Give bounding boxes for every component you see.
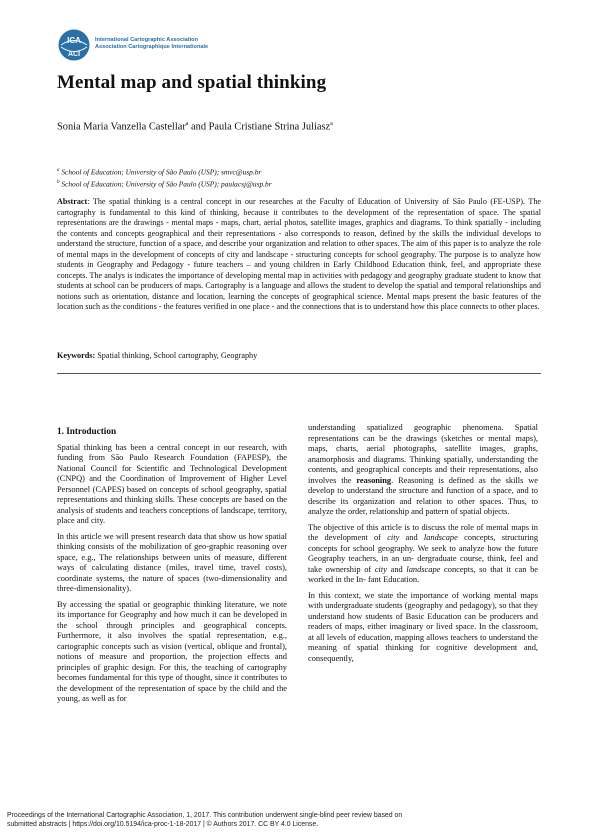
affiliation-a-mark: a xyxy=(57,168,60,173)
affiliations xyxy=(57,165,272,190)
logo-text xyxy=(95,37,208,51)
paper-title: Mental map and spatial thinking xyxy=(57,72,327,93)
intro-heading: 1. Introduction xyxy=(57,426,117,436)
keywords-text: Spatial thinking, School cartography, Geography xyxy=(95,351,258,360)
right-p2-t3: concepts, structuring concepts for school geography. We seek to analyze how the future Geography teachers, in an un- dergraduate course, think, feel and take ownership of xyxy=(308,533,539,574)
right-p2-t1: The objective of this article is to discuss the role of mental maps in the development of xyxy=(308,522,538,542)
logo-line-1: International Cartographic Association xyxy=(95,37,198,43)
right-p2-t4: and xyxy=(386,564,407,574)
intro-paragraph-3: By accessing the spatial or geographic thinking literature, we note its importance for Geography and how much it can be developed in the school through principles and geographical concepts. Furthermore, it also involves the spatial representation, e.g., cartographic concepts such as vision (vertical, oblique and frontal), notions of measure and proportion, the projection effects and principles of graphic design. For this, the teaching of cartography becomes fundamental for this type of thought, since it contributes to the development of the representation of space by the child and the young, as well as for xyxy=(57,599,287,703)
right-p2-i1: city xyxy=(387,533,400,542)
author-and: and xyxy=(188,121,209,133)
author-2: Paula Cristiane Strina Juliasz xyxy=(208,121,331,133)
right-p2-i2: landscape xyxy=(423,533,458,542)
intro-paragraph-2: In this article we will present research data that show us how spatial thinking consists of the mobilization of geo-graphic reasoning over space, e.g., The relationships between units of measure, different ways of calculating distance (miles, travel time, travel costs), coordinate systems, the nature of spaces (two-dimensionality and three-dimensionality). xyxy=(57,531,287,593)
logo-badge-top: ICA xyxy=(67,36,81,45)
footer-line-2: submitted abstracts | https://doi.org/10.5194/ica-proc-1-18-2017 | © Authors 2017. CC BY 4.0 License. xyxy=(7,821,319,828)
author-line xyxy=(57,121,333,132)
page-footer xyxy=(7,811,587,829)
right-paragraph-3: In this context, we state the importance of working mental maps with undergraduate students (geography and pedagogy), so that they understand how students of Basic Education can be producers and readers of maps, either imaginary or lived space. In the classroom, at all levels of education, mapping allows teachers to understand the meaning of spatial thinking for cognitive development and, consequently, xyxy=(308,590,538,663)
right-paragraph-1 xyxy=(308,423,538,518)
author-1: Sonia Maria Vanzella Castellar xyxy=(57,121,186,133)
right-p1-bold: reasoning xyxy=(356,475,392,485)
right-p1-text-a: understanding spatialized geographic phenomena. Spatial representations can be the drawings (sketches or mental maps), maps, charts, aerial photographs, satellite images, graphs, anamorphosis and diagrams. Thinking spatially, understanding the contents, and geographical concepts and their representations, also involves the xyxy=(308,423,538,485)
footer-line-1: Proceedings of the International Cartographic Association, 1, 2017. This contribution underwent single-blind peer review based on xyxy=(7,812,403,819)
right-p2-i4: landscape xyxy=(406,564,441,574)
right-p2-i3: city xyxy=(374,564,387,574)
right-column xyxy=(308,423,538,669)
right-p2-t5: concepts, so that it can be worked in the In- fant Education. xyxy=(308,564,538,584)
logo-line-2: Association Cartographique Internationale xyxy=(95,44,209,50)
left-column xyxy=(57,426,287,710)
author-1-affil: a xyxy=(185,121,189,127)
affiliation-b-text: School of Education; University of São Paulo (USP); paulacsj@usp.br xyxy=(59,179,272,189)
right-p2-t2: and xyxy=(399,533,424,542)
intro-paragraph-1: Spatial thinking has been a central concept in our research, with funding from São Paulo Research Foundation (FAPESP), the National Council for Scientific and Technological Development (CNPQ) and the Coordination of Improvement of Higher Level Personnel (CAPES) based on concepts of school geography, spatial representations and thinking skills. These concepts are based on the analysis of students and teachers conceptions of landscape, territory, place and city. xyxy=(57,442,287,525)
affiliation-b xyxy=(57,177,272,189)
affiliation-a xyxy=(57,165,272,177)
ica-logo xyxy=(57,28,277,62)
right-paragraph-2 xyxy=(308,523,538,586)
keywords-label: Keywords: xyxy=(57,351,96,360)
affiliation-a-text: School of Education; University of São Paulo (USP); smvc@usp.br xyxy=(59,167,262,177)
ica-logo-emblem xyxy=(57,28,91,62)
right-p1-text-b: . Reasoning is defined as the skills we develop to understand the structure and function of a space, and to describe its organization and relation to other spaces. Thus, to analyze the order, relationship and pattern of spatial objects. xyxy=(308,475,538,516)
section-divider xyxy=(57,373,541,374)
abstract-label: Abstract xyxy=(57,197,88,206)
author-2-affil: a xyxy=(330,121,333,127)
abstract-text: : The spatial thinking is a central concept in our researches at the Faculty of Education of University of São Paulo (FE-USP). The cartography is fundamental to this kind of thinking, because it contributes to the development of the representation of space. The spatial representations are the drawings - mental maps - maps, chart, aerial photos, satellite images, graphics and diagrams. To think spatially - including the contents and concepts geographical and their representations - also corresponds to reason, defined by the skills the individual develops to understand the structure, function of a space, and describe your organization and relation to other spaces. The aim of this paper is to analyze the role of mental maps in the development of concepts of city and landscape - structuring concepts for school geography. The purpose is to analyze how students in Geography and Pedagogy - future teachers – and young children in Early Childhood Education think, feel, and appropriate these concepts. The analys is indicates the importance of developing mental map in activities with pedagogy and geography graduate student to know that students at school can be producers of maps. Cartography is a language and allows the student to develop the spatial and temporal relationships and notions such as orientation, distance and location, learning the concepts of geographical science. Mental maps present the basic features of the location such as the conditions - the features verified in one place - and the connections that is to understand how this place connects to other places. xyxy=(57,197,541,312)
logo-badge-bottom: ACI xyxy=(67,51,81,58)
abstract xyxy=(57,197,541,313)
affiliation-b-mark: b xyxy=(57,180,60,186)
keywords xyxy=(57,351,257,360)
